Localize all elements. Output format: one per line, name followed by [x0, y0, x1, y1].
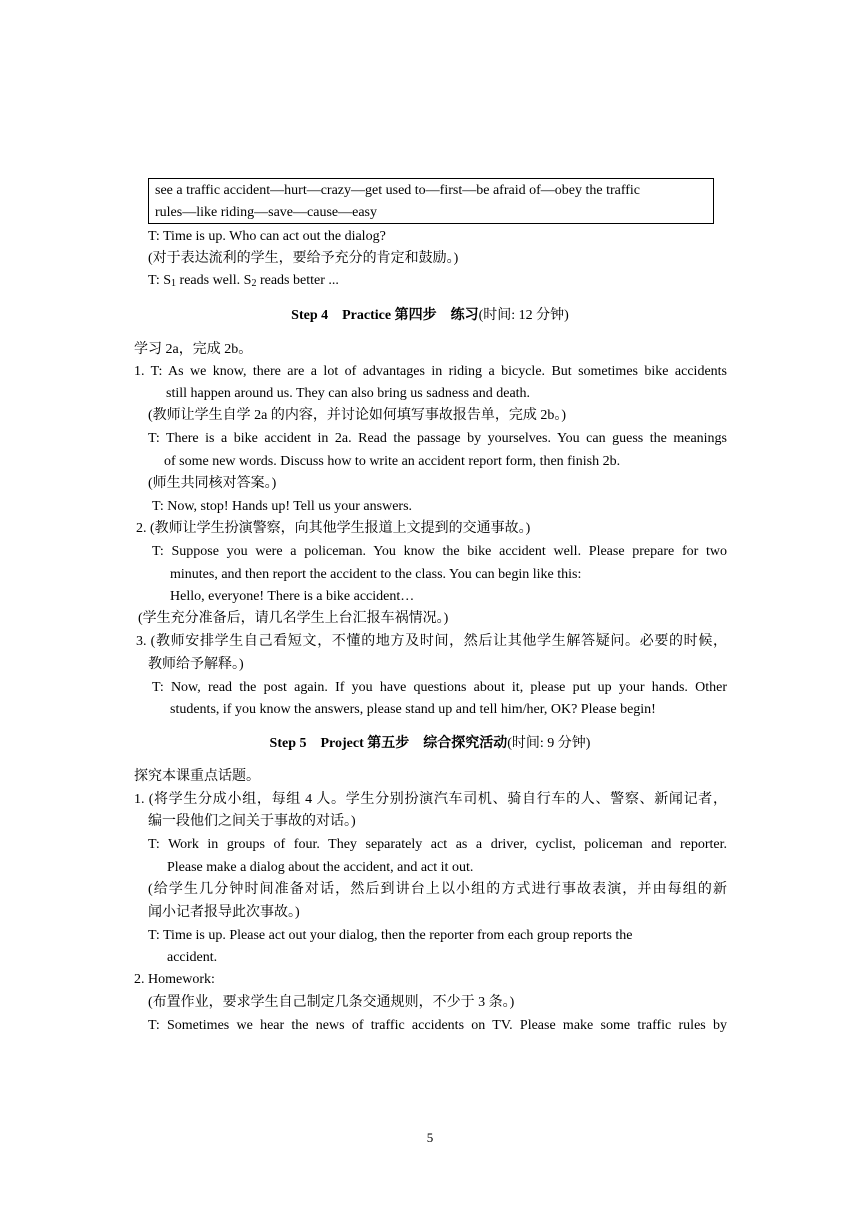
- text-line: T: Now, stop! Hands up! Tell us your answers.: [152, 499, 413, 514]
- text-part: reads better ...: [256, 273, 339, 288]
- text-line: students, if you know the answers, please stand up and tell him/her, OK? Please begin!: [170, 702, 656, 717]
- text-line: T: Time is up. Please act out your dialog, then the reporter from each group reports the: [148, 928, 633, 943]
- vocab-line-2: rules—like riding—save—cause—easy: [155, 205, 377, 220]
- text-line: 闻小记者报导此次事故。): [148, 905, 300, 920]
- text-line: (给学生几分钟时间准备对话，然后到讲台上以小组的方式进行事故表演，并由每组的新: [148, 882, 727, 897]
- subscript: 2: [251, 278, 257, 289]
- step4-intro: 学习 2a，完成 2b。: [134, 342, 253, 357]
- page-number: 5: [426, 1130, 434, 1145]
- step4-title: Step 4 Practice 第四步 练习: [291, 308, 479, 323]
- text-line: T: Sometimes we hear the news of traffic accidents on TV. Please make some traffic rules by: [148, 1018, 727, 1033]
- text-line: 教师给予解释。): [148, 657, 244, 672]
- text-line: 2. (教师让学生扮演警察，向其他学生报道上文提到的交通事故。): [136, 521, 531, 536]
- step5-intro: 探究本课重点话题。: [134, 769, 260, 784]
- text-line: [148, 272, 339, 290]
- text-line: 3. (教师安排学生自己看短文，不懂的地方及时间，然后让其他学生解答疑问。必要的时候，: [136, 634, 727, 649]
- step4-time: (时间: 12 分钟): [478, 308, 569, 323]
- text-line: Please make a dialog about the accident, and act it out.: [167, 860, 474, 875]
- vocab-line-1: see a traffic accident—hurt—crazy—get used to—first—be afraid of—obey the traffic: [155, 183, 641, 198]
- subscript: 1: [171, 278, 177, 289]
- text-line: (布置作业，要求学生自己制定几条交通规则，不少于 3 条。): [148, 995, 515, 1010]
- text-line: T: Suppose you were a policeman. You know the bike accident well. Please prepare for two: [152, 544, 727, 559]
- text-line: 编一段他们之间关于事故的对话。): [148, 814, 356, 829]
- text-line: T: There is a bike accident in 2a. Read the passage by yourselves. You can guess the meanings: [148, 431, 727, 446]
- text-line: (学生充分准备后，请几名学生上台汇报车祸情况。): [138, 611, 449, 626]
- step5-time: (时间: 9 分钟): [507, 736, 591, 751]
- text-line: still happen around us. They can also bring us sadness and death.: [166, 386, 531, 401]
- text-line: 2. Homework:: [134, 972, 215, 987]
- text-line: (教师让学生自学 2a 的内容，并讨论如何填写事故报告单，完成 2b。): [148, 408, 567, 423]
- text-part: T: S: [148, 273, 172, 288]
- text-line: 1. (将学生分成小组，每组 4 人。学生分别扮演汽车司机、骑自行车的人、警察、新闻记者，: [134, 792, 727, 807]
- step4-heading: [0, 307, 860, 325]
- text-part: reads well. S: [176, 273, 252, 288]
- text-line: minutes, and then report the accident to the class. You can begin like this:: [170, 567, 582, 582]
- text-line: Hello, everyone! There is a bike accident…: [170, 589, 415, 604]
- text-line: of some new words. Discuss how to write an accident report form, then finish 2b.: [164, 454, 621, 469]
- text-line: 1. T: As we know, there are a lot of advantages in riding a bicycle. But sometimes bike accidents: [134, 364, 727, 379]
- text-line: T: Work in groups of four. They separately act as a driver, cyclist, policeman and reporter.: [148, 837, 727, 852]
- vocabulary-box: [148, 178, 714, 224]
- text-line: T: Time is up. Who can act out the dialog?: [148, 229, 386, 244]
- text-line: (师生共同核对答案。): [148, 476, 277, 491]
- text-line: accident.: [167, 950, 218, 965]
- step5-heading: [0, 735, 860, 753]
- text-line: (对于表达流利的学生，要给予充分的肯定和鼓励。): [148, 251, 459, 266]
- text-line: T: Now, read the post again. If you have questions about it, please put up your hands. Other: [152, 680, 727, 695]
- step5-title: Step 5 Project 第五步 综合探究活动: [269, 736, 508, 751]
